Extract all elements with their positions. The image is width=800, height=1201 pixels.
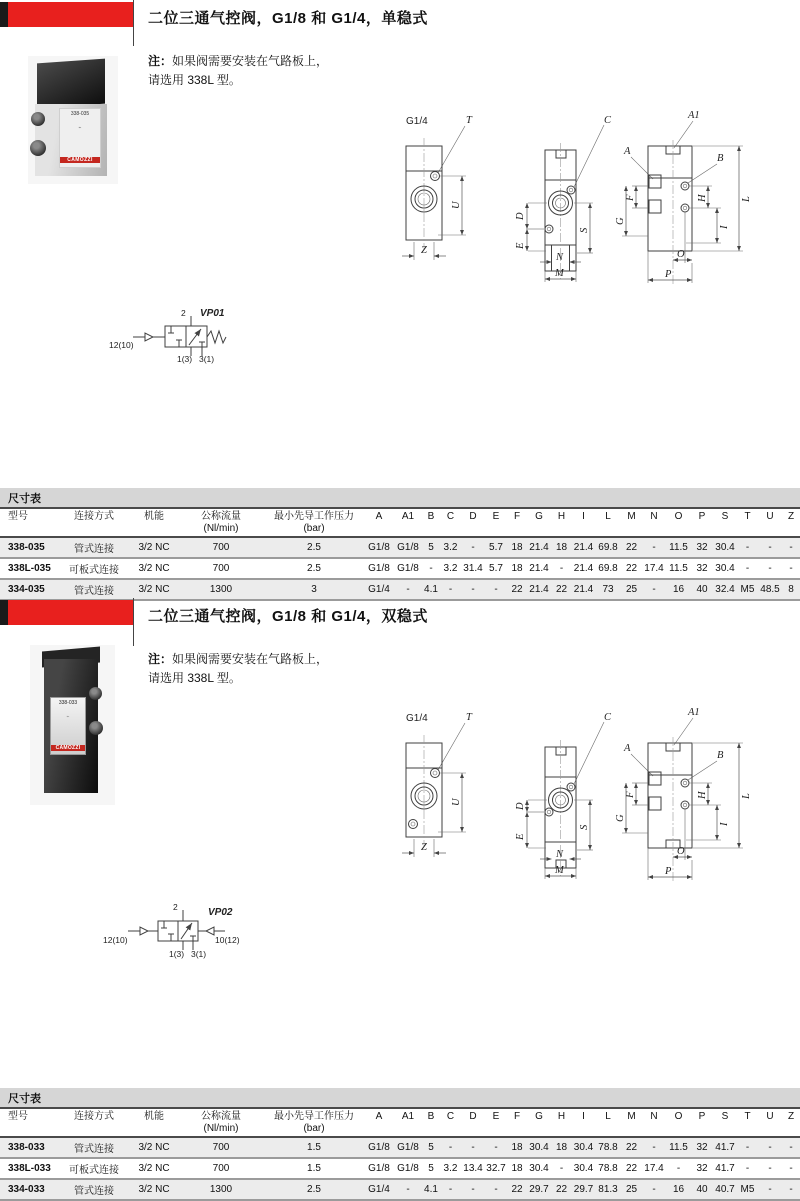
svg-text:Z: Z [421, 842, 427, 853]
column-header: U [766, 1111, 774, 1122]
section-note [148, 650, 328, 688]
valve-schematic-mark: ⌁ [66, 714, 70, 720]
table-cell: M5 [740, 1184, 755, 1195]
svg-text:E: E [515, 833, 526, 840]
table-cell: 73 [602, 584, 614, 595]
pneumatic-symbol-vp01 [105, 300, 305, 368]
table-cell: 11.5 [669, 542, 688, 553]
table-row [0, 1158, 800, 1179]
table-cell: 700 [212, 542, 230, 553]
svg-text:G1/4: G1/4 [406, 713, 428, 724]
table-cell: - [745, 563, 750, 574]
table-cell: 18 [555, 1142, 568, 1153]
table-cell: 25 [625, 1184, 638, 1195]
table-cell: 32 [696, 542, 708, 553]
table-cell: 3/2 NC [138, 1163, 170, 1174]
column-header: D [469, 511, 477, 522]
table-row [0, 558, 800, 579]
table-cell: 334-035 [8, 584, 45, 595]
svg-text:Z: Z [421, 245, 427, 256]
table-cell: - [448, 584, 453, 595]
column-header: 型号 [8, 1111, 28, 1122]
svg-text:O: O [677, 249, 685, 260]
table-cell: 29.7 [529, 1184, 549, 1195]
column-header: N [650, 1111, 658, 1122]
table-cell: - [471, 1184, 475, 1195]
table-cell: - [559, 563, 564, 574]
table-cell: 78.8 [598, 1142, 618, 1153]
valve-nameplate [50, 697, 86, 755]
svg-text:P: P [665, 269, 672, 280]
table-cell: - [789, 563, 793, 574]
svg-text:E: E [515, 242, 526, 249]
column-header: 机能 [144, 511, 164, 522]
column-header: A1 [401, 1111, 415, 1122]
column-header: T [744, 1111, 751, 1122]
column-header: Z [787, 511, 795, 522]
table-cell: 69.8 [598, 563, 618, 574]
svg-text:P: P [665, 866, 672, 877]
table-cell: 30.4 [715, 563, 735, 574]
section-divider-rule [133, 0, 134, 46]
table-row [0, 1179, 800, 1200]
table-cell: - [652, 1142, 656, 1153]
table-cell: - [494, 1184, 498, 1195]
svg-text:3(1): 3(1) [191, 949, 207, 959]
column-header: 最小先导工作压力 (bar) [274, 1111, 354, 1134]
table-cell: 3/2 NC [138, 1142, 170, 1153]
note-line-1: 注：如果阀需要安装在气路板上， [148, 54, 329, 68]
table-cell: 可板式连接 [69, 565, 119, 576]
table-cell: - [768, 1142, 772, 1153]
table-cell: 3 [311, 584, 317, 595]
column-header: E [492, 1111, 500, 1122]
svg-text:VP01: VP01 [200, 308, 225, 319]
dimension-table [0, 509, 800, 601]
valve-front-view [515, 712, 612, 879]
table-cell: 1300 [209, 584, 233, 595]
column-header: O [674, 511, 683, 522]
table-cell: - [448, 1142, 453, 1153]
column-header: A1 [401, 511, 415, 522]
section-accent-bar [0, 2, 133, 27]
table-cell: 3/2 NC [138, 584, 170, 595]
column-header: 公称流量 (Nl/min) [201, 511, 241, 534]
svg-text:A1: A1 [688, 707, 700, 718]
table-cell: 3/2 NC [138, 563, 170, 574]
table-cell: - [406, 584, 410, 595]
svg-text:M: M [555, 865, 564, 876]
svg-text:O: O [677, 846, 685, 857]
table-cell: 21.4 [573, 563, 594, 574]
svg-text:S: S [579, 227, 590, 233]
column-header: Z [787, 1111, 795, 1122]
table-cell: 16 [672, 584, 685, 595]
table-cell: M5 [740, 584, 755, 595]
table-cell: 21.4 [529, 584, 549, 595]
table-cell: 21.4 [573, 584, 594, 595]
table-cell: 3.2 [443, 563, 458, 574]
note-line-2: 请选用 338L 型。 [148, 671, 241, 685]
table-cell: - [471, 584, 475, 595]
table-cell: 3/2 NC [138, 542, 170, 553]
dimension-table [0, 1109, 800, 1201]
svg-text:H: H [697, 791, 708, 799]
table-cell: - [471, 542, 475, 553]
svg-text:G: G [615, 814, 626, 822]
column-header: M [627, 1111, 636, 1122]
svg-text:S: S [579, 824, 590, 830]
table-row [0, 1137, 800, 1158]
table-cell: G1/8 [397, 1142, 419, 1153]
column-header: S [721, 1111, 729, 1122]
table-cell: G1/8 [368, 1142, 390, 1153]
svg-text:I: I [719, 822, 730, 826]
column-header: E [492, 511, 500, 522]
table-cell: - [789, 1142, 793, 1153]
column-header: 连接方式 [74, 1111, 114, 1122]
table-cell: G1/8 [397, 563, 419, 574]
dimension-table-block [0, 488, 800, 601]
svg-text:C: C [604, 115, 612, 126]
svg-text:U: U [451, 798, 462, 806]
svg-text:B: B [717, 750, 724, 761]
column-header: L [605, 1111, 611, 1122]
note-label: 注： [148, 652, 173, 666]
table-cell: - [768, 563, 772, 574]
note-label: 注： [148, 54, 173, 68]
column-header: B [427, 511, 435, 522]
table-cell: 30.4 [573, 1142, 594, 1153]
table-cell: 40 [696, 1184, 708, 1195]
svg-text:F: F [625, 194, 636, 201]
table-cell: G1/4 [368, 584, 390, 595]
valve-body [44, 659, 98, 793]
column-header: P [698, 511, 706, 522]
table-row [0, 579, 800, 600]
column-header: F [513, 1111, 521, 1122]
valve-side-view [402, 712, 473, 857]
svg-text:A: A [624, 146, 631, 157]
svg-text:N: N [556, 849, 564, 860]
valve-side-view [402, 115, 473, 260]
table-title: 尺寸表 [0, 1088, 800, 1109]
note-line-2: 请选用 338L 型。 [148, 73, 241, 87]
svg-text:L: L [741, 793, 752, 799]
table-cell: 管式连接 [74, 544, 114, 555]
table-header-row [0, 1109, 800, 1137]
table-cell: 32 [696, 1163, 708, 1174]
column-header: A [375, 1111, 383, 1122]
table-cell: 13.4 [463, 1163, 483, 1174]
column-header: O [674, 1111, 683, 1122]
table-cell: - [652, 1184, 656, 1195]
svg-text:2: 2 [181, 308, 186, 318]
svg-text:G: G [615, 217, 626, 225]
table-cell: 32.4 [715, 584, 735, 595]
table-cell: 17.4 [644, 1163, 664, 1174]
table-cell: 2.5 [307, 1184, 321, 1195]
table-cell: 2.5 [307, 563, 321, 574]
svg-text:1(3): 1(3) [177, 354, 193, 364]
column-header: 型号 [8, 511, 28, 522]
table-cell: 22 [555, 1184, 568, 1195]
svg-text:12(10): 12(10) [103, 935, 128, 945]
table-cell: 700 [212, 1142, 230, 1153]
table-cell: - [676, 1163, 681, 1174]
table-cell: - [494, 1142, 498, 1153]
table-cell: G1/8 [368, 542, 390, 553]
svg-text:L: L [741, 196, 752, 202]
svg-text:M: M [555, 268, 564, 279]
table-cell: 18 [555, 542, 568, 553]
table-cell: 338-035 [8, 542, 45, 553]
column-header: H [557, 1111, 566, 1122]
svg-text:VP02: VP02 [208, 907, 233, 918]
section-accent-bar [0, 600, 133, 625]
svg-text:C: C [604, 712, 612, 723]
valve-port-icon [31, 112, 45, 126]
svg-text:D: D [515, 802, 526, 810]
table-cell: 30.4 [529, 1142, 549, 1153]
table-cell: 48.5 [760, 584, 780, 595]
table-cell: 18 [511, 563, 523, 574]
table-title: 尺寸表 [0, 488, 800, 509]
table-cell: 管式连接 [74, 1186, 114, 1197]
svg-text:I: I [719, 225, 730, 229]
svg-text:A: A [624, 743, 631, 754]
table-cell: - [789, 1184, 793, 1195]
svg-text:10(12): 10(12) [215, 935, 240, 945]
svg-text:D: D [515, 212, 526, 220]
column-header: P [698, 1111, 706, 1122]
svg-text:A1: A1 [688, 110, 700, 121]
column-header: H [557, 511, 566, 522]
spring-icon [207, 331, 226, 343]
column-header: T [744, 511, 751, 522]
svg-text:U: U [451, 201, 462, 209]
product-photo-bistable [30, 645, 115, 805]
column-header: 最小先导工作压力 (bar) [274, 511, 354, 534]
section-note [148, 52, 328, 90]
table-cell: 8 [788, 584, 794, 595]
column-header: G [535, 1111, 543, 1122]
product-photo-monostable [28, 56, 118, 184]
table-cell: 32 [696, 563, 708, 574]
table-cell: 管式连接 [74, 586, 114, 597]
valve-nameplate [59, 108, 101, 168]
column-header: I [582, 1111, 585, 1122]
table-cell: G1/4 [368, 1184, 390, 1195]
pneumatic-symbol-vp02 [95, 895, 325, 963]
table-cell: 30.4 [573, 1163, 594, 1174]
valve-black-cap [37, 59, 105, 109]
table-cell: 4.1 [424, 1184, 438, 1195]
valve-port-icon [30, 140, 46, 156]
table-cell: - [448, 1184, 453, 1195]
table-cell: 78.8 [598, 1163, 618, 1174]
table-cell: 5 [428, 1142, 434, 1153]
column-header: C [446, 1111, 455, 1122]
column-header: C [446, 511, 455, 522]
table-cell: 22 [625, 542, 638, 553]
table-cell: - [745, 1142, 750, 1153]
table-cell: - [494, 584, 498, 595]
table-cell: - [745, 1163, 750, 1174]
column-header: 公称流量 (Nl/min) [201, 1111, 241, 1134]
table-cell: 81.3 [598, 1184, 618, 1195]
svg-text:N: N [556, 252, 564, 263]
valve-schematic-mark: ⌁ [78, 125, 82, 131]
table-cell: - [768, 1163, 772, 1174]
table-cell: - [789, 542, 793, 553]
table-cell: 22 [555, 584, 568, 595]
table-cell: - [559, 1163, 564, 1174]
svg-text:F: F [625, 791, 636, 798]
table-cell: 22 [625, 1163, 638, 1174]
table-cell: 22 [625, 563, 638, 574]
column-header: G [535, 511, 543, 522]
table-cell: 2.5 [307, 542, 321, 553]
table-cell: 30.4 [715, 542, 735, 553]
table-cell: - [406, 1184, 410, 1195]
table-cell: 可板式连接 [69, 1165, 119, 1176]
table-cell: 11.5 [669, 563, 688, 574]
svg-text:1(3): 1(3) [169, 949, 185, 959]
valve-port-icon [89, 721, 103, 735]
column-header: B [427, 1111, 435, 1122]
svg-text:T: T [466, 712, 472, 723]
table-cell: 18 [511, 1163, 523, 1174]
section-title: 二位三通气控阀，G1/8 和 G1/4，双稳式 [148, 608, 428, 625]
valve-code: 338-033 [58, 700, 78, 706]
table-cell: - [652, 542, 656, 553]
table-cell: 5.7 [489, 542, 503, 553]
column-header: 机能 [144, 1111, 164, 1122]
table-cell: - [745, 542, 750, 553]
valve-port-icon [89, 687, 102, 700]
table-cell: 21.4 [573, 542, 594, 553]
table-cell: 3.2 [443, 1163, 458, 1174]
table-cell: - [471, 1142, 475, 1153]
svg-text:B: B [717, 153, 724, 164]
table-cell: - [768, 542, 772, 553]
valve-body [35, 104, 107, 176]
table-cell: 18 [511, 542, 523, 553]
brand-label: CAMOZZI [51, 745, 85, 751]
valve-code: 338-035 [70, 111, 90, 117]
table-cell: 17.4 [644, 563, 664, 574]
svg-text:T: T [466, 115, 472, 126]
table-cell: - [652, 584, 656, 595]
valve-front-view [515, 115, 612, 282]
table-cell: 4.1 [424, 584, 438, 595]
column-header: 连接方式 [74, 511, 114, 522]
table-cell: 1.5 [307, 1142, 321, 1153]
dimension-drawing-bistable [390, 700, 800, 905]
table-cell: 69.8 [598, 542, 618, 553]
table-cell: - [429, 563, 433, 574]
column-header: N [650, 511, 658, 522]
table-cell: 338L-033 [8, 1163, 51, 1174]
column-header: I [582, 511, 585, 522]
table-cell: 18 [511, 1142, 523, 1153]
table-cell: G1/8 [368, 1163, 390, 1174]
table-cell: 30.4 [529, 1163, 549, 1174]
table-cell: 22 [511, 1184, 523, 1195]
svg-text:2: 2 [173, 902, 178, 912]
table-cell: 3.2 [443, 542, 458, 553]
table-header-row [0, 509, 800, 537]
column-header: A [375, 511, 383, 522]
table-cell: G1/8 [397, 542, 419, 553]
valve-back-view [615, 707, 752, 882]
table-row [0, 537, 800, 558]
table-cell: 41.7 [715, 1163, 735, 1174]
table-cell: 334-033 [8, 1184, 45, 1195]
table-cell: 22 [511, 584, 523, 595]
column-header: F [513, 511, 521, 522]
table-cell: - [789, 1163, 793, 1174]
column-header: L [605, 511, 611, 522]
table-cell: 32.7 [486, 1163, 506, 1174]
brand-label: CAMOZZI [60, 157, 100, 163]
table-cell: 1.5 [307, 1163, 321, 1174]
table-cell: 21.4 [529, 563, 549, 574]
column-header: S [721, 511, 729, 522]
table-cell: 16 [672, 1184, 685, 1195]
table-cell: 40.7 [715, 1184, 735, 1195]
table-cell: 1300 [209, 1184, 233, 1195]
table-cell: 21.4 [529, 542, 549, 553]
table-cell: 29.7 [573, 1184, 594, 1195]
dimension-table-block [0, 1088, 800, 1201]
svg-text:12(10): 12(10) [109, 340, 134, 350]
table-cell: 5 [428, 1163, 434, 1174]
table-cell: 25 [625, 584, 638, 595]
table-cell: 3/2 NC [138, 1184, 170, 1195]
table-cell: 11.5 [669, 1142, 688, 1153]
svg-text:H: H [697, 194, 708, 202]
table-cell: G1/8 [397, 1163, 419, 1174]
valve-back-view [615, 110, 752, 285]
table-cell: 40 [696, 584, 708, 595]
svg-text:3(1): 3(1) [199, 354, 215, 364]
table-cell: 338-033 [8, 1142, 45, 1153]
section-divider-rule [133, 598, 134, 646]
table-cell: 22 [625, 1142, 638, 1153]
table-cell: 管式连接 [74, 1144, 114, 1155]
table-cell: G1/8 [368, 563, 390, 574]
note-line-1: 注：如果阀需要安装在气路板上， [148, 652, 329, 666]
section-title: 二位三通气控阀，G1/8 和 G1/4，单稳式 [148, 10, 428, 27]
table-cell: 700 [212, 1163, 230, 1174]
table-cell: 5 [428, 542, 434, 553]
table-cell: - [768, 1184, 772, 1195]
dimension-drawing-monostable [390, 103, 800, 300]
table-cell: 700 [212, 563, 230, 574]
table-cell: 31.4 [463, 563, 483, 574]
table-cell: 32 [696, 1142, 708, 1153]
column-header: U [766, 511, 774, 522]
table-cell: 338L-035 [8, 563, 51, 574]
table-cell: 41.7 [715, 1142, 735, 1153]
table-cell: 5.7 [489, 563, 503, 574]
svg-text:G1/4: G1/4 [406, 116, 428, 127]
column-header: M [627, 511, 636, 522]
column-header: D [469, 1111, 477, 1122]
